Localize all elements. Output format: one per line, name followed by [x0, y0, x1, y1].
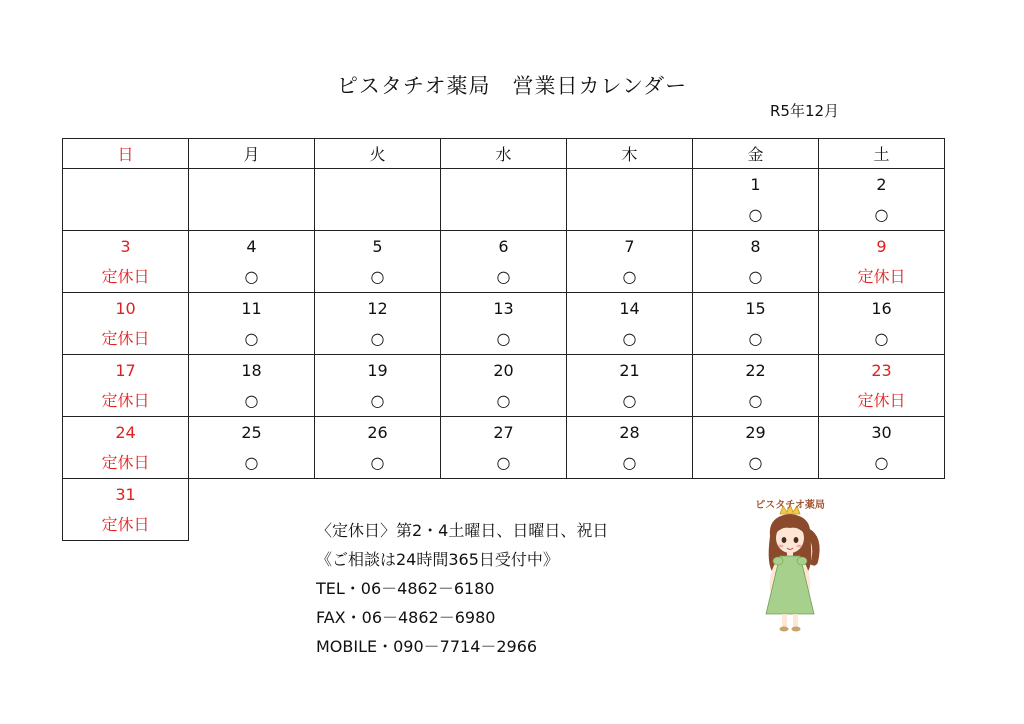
- day-number: 12: [367, 299, 388, 318]
- open-mark: ○: [496, 329, 511, 348]
- day-number: 6: [498, 237, 509, 256]
- open-mark: ○: [748, 329, 763, 348]
- tel-number: TEL・06－4862－6180: [316, 579, 495, 598]
- day-cell: [315, 355, 441, 417]
- day-number: 9: [876, 237, 887, 256]
- day-number: 23: [871, 361, 892, 380]
- empty-day-cell: [567, 169, 693, 231]
- closed-day-label: 定休日: [101, 329, 150, 348]
- weekday-header-cell: 月: [189, 139, 315, 169]
- weekday-header-row: [63, 139, 945, 169]
- day-cell: [693, 417, 819, 479]
- closed-days-note: 〈定休日〉第2・4土曜日、日曜日、祝日: [316, 521, 609, 540]
- day-number: 25: [241, 423, 262, 442]
- day-cell: [189, 417, 315, 479]
- closed-day-label: 定休日: [857, 391, 906, 410]
- day-cell: [441, 417, 567, 479]
- closed-day-label: 定休日: [857, 267, 906, 286]
- open-mark: ○: [244, 453, 259, 472]
- open-mark: ○: [496, 267, 511, 286]
- consultation-note: 《ご相談は24時間365日受付中》: [316, 550, 559, 569]
- day-cell: [189, 293, 315, 355]
- day-number: 27: [493, 423, 514, 442]
- day-cell: [693, 169, 819, 231]
- day-cell: [441, 355, 567, 417]
- day-number: 16: [871, 299, 892, 318]
- day-number: 26: [367, 423, 388, 442]
- day-number: 30: [871, 423, 892, 442]
- day-cell: [567, 355, 693, 417]
- open-mark: ○: [748, 267, 763, 286]
- fax-number: FAX・06－4862－6980: [316, 608, 496, 627]
- empty-day-cell: [189, 479, 315, 541]
- day-number: 21: [619, 361, 640, 380]
- day-number: 5: [372, 237, 383, 256]
- day-cell: [819, 169, 945, 231]
- mobile-number: MOBILE・090－7714－2966: [316, 637, 538, 656]
- day-cell: [567, 417, 693, 479]
- open-mark: ○: [748, 391, 763, 410]
- closed-day-label: 定休日: [101, 267, 150, 286]
- page-title: ピスタチオ薬局 営業日カレンダー: [336, 74, 688, 98]
- mascot-girl-icon: [740, 496, 840, 636]
- open-mark: ○: [622, 267, 637, 286]
- day-number: 31: [115, 485, 136, 504]
- empty-day-cell: [189, 169, 315, 231]
- day-number: 3: [120, 237, 131, 256]
- open-mark: ○: [622, 329, 637, 348]
- business-calendar: [62, 138, 945, 541]
- day-cell: [693, 231, 819, 293]
- day-cell: [63, 479, 189, 541]
- week-row: [63, 293, 945, 355]
- day-cell: [315, 231, 441, 293]
- open-mark: ○: [370, 391, 385, 410]
- day-cell: [189, 231, 315, 293]
- day-cell: [441, 231, 567, 293]
- week-row: [63, 231, 945, 293]
- open-mark: ○: [874, 329, 889, 348]
- open-mark: ○: [244, 391, 259, 410]
- weekday-header-cell: 木: [567, 139, 693, 169]
- day-cell: [315, 293, 441, 355]
- day-cell: [63, 293, 189, 355]
- closed-day-label: 定休日: [101, 391, 150, 410]
- open-mark: ○: [370, 329, 385, 348]
- day-number: 4: [246, 237, 257, 256]
- day-number: 1: [750, 175, 761, 194]
- weekday-header-cell: 日: [63, 139, 189, 169]
- day-cell: [819, 417, 945, 479]
- week-row: [63, 355, 945, 417]
- open-mark: ○: [622, 391, 637, 410]
- day-number: 24: [115, 423, 136, 442]
- open-mark: ○: [748, 205, 763, 224]
- open-mark: ○: [874, 205, 889, 224]
- mascot-logo-text: ピスタチオ薬局: [755, 500, 825, 511]
- open-mark: ○: [874, 453, 889, 472]
- day-number: 11: [241, 299, 262, 318]
- day-cell: [63, 355, 189, 417]
- day-number: 14: [619, 299, 640, 318]
- open-mark: ○: [496, 391, 511, 410]
- day-number: 10: [115, 299, 136, 318]
- day-cell: [567, 231, 693, 293]
- open-mark: ○: [496, 453, 511, 472]
- day-cell: [693, 293, 819, 355]
- day-number: 20: [493, 361, 514, 380]
- day-number: 7: [624, 237, 635, 256]
- weekday-header-cell: 金: [693, 139, 819, 169]
- day-cell: [63, 231, 189, 293]
- day-cell: [63, 417, 189, 479]
- open-mark: ○: [622, 453, 637, 472]
- empty-day-cell: [63, 169, 189, 231]
- day-number: 19: [367, 361, 388, 380]
- day-cell: [819, 231, 945, 293]
- weekday-header-cell: 水: [441, 139, 567, 169]
- day-number: 22: [745, 361, 766, 380]
- closed-day-label: 定休日: [101, 515, 150, 534]
- day-number: 17: [115, 361, 136, 380]
- day-cell: [819, 355, 945, 417]
- mascot-illustration: [740, 496, 840, 636]
- day-number: 8: [750, 237, 761, 256]
- empty-day-cell: [315, 169, 441, 231]
- day-number: 13: [493, 299, 514, 318]
- day-number: 18: [241, 361, 262, 380]
- day-number: 28: [619, 423, 640, 442]
- empty-day-cell: [441, 169, 567, 231]
- open-mark: ○: [244, 267, 259, 286]
- week-row: [63, 169, 945, 231]
- open-mark: ○: [370, 453, 385, 472]
- week-row: [63, 417, 945, 479]
- day-cell: [315, 417, 441, 479]
- day-cell: [189, 355, 315, 417]
- day-number: 15: [745, 299, 766, 318]
- day-cell: [441, 293, 567, 355]
- store-info: [316, 516, 608, 661]
- open-mark: ○: [748, 453, 763, 472]
- day-number: 29: [745, 423, 766, 442]
- day-cell: [567, 293, 693, 355]
- open-mark: ○: [370, 267, 385, 286]
- calendar-month: R5年12月: [770, 102, 840, 120]
- weekday-header-cell: 火: [315, 139, 441, 169]
- day-number: 2: [876, 175, 887, 194]
- day-cell: [693, 355, 819, 417]
- open-mark: ○: [244, 329, 259, 348]
- closed-day-label: 定休日: [101, 453, 150, 472]
- day-cell: [819, 293, 945, 355]
- weekday-header-cell: 土: [819, 139, 945, 169]
